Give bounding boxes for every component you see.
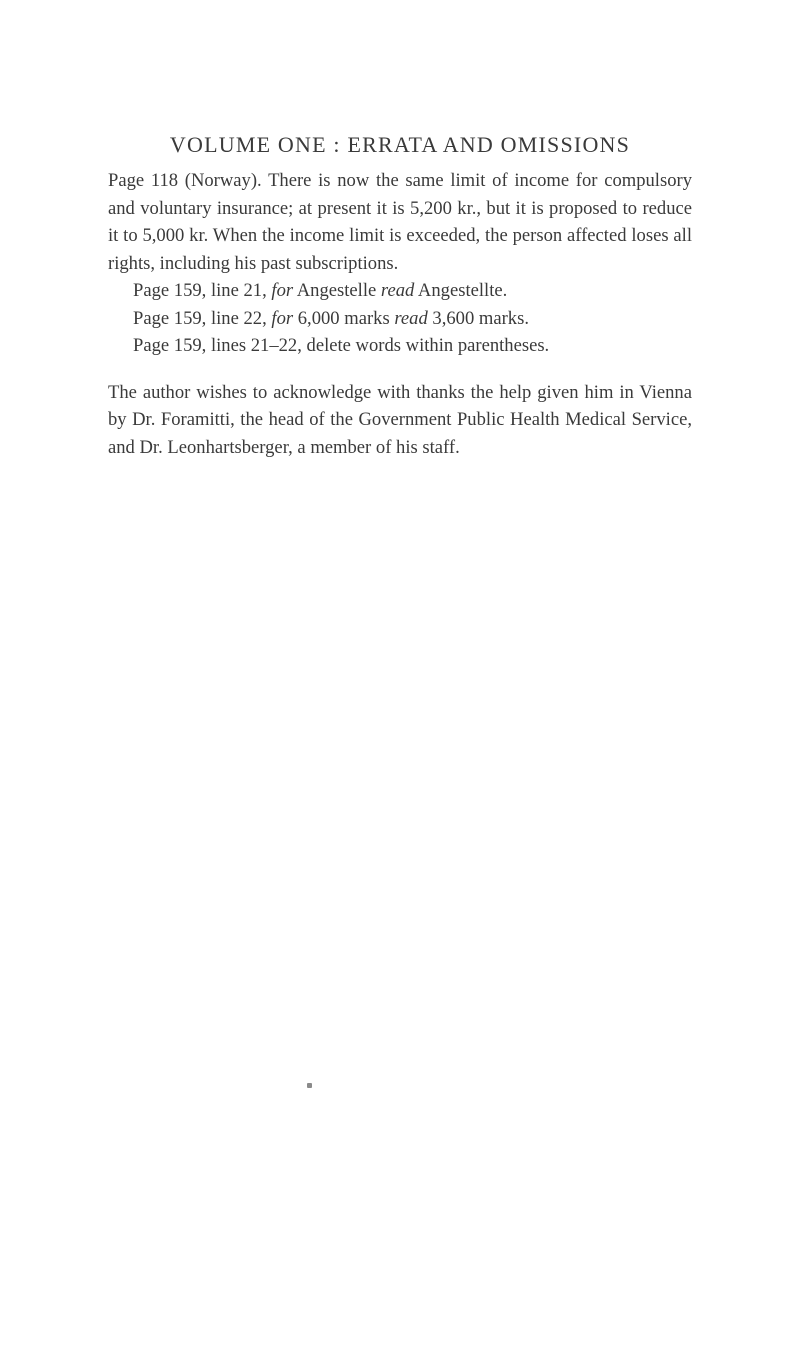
page-title: VOLUME ONE : ERRATA AND OMISSIONS [169, 132, 631, 157]
erratum-text: 3,600 marks. [427, 307, 529, 329]
erratum-text: Page 159, line 22, [133, 307, 272, 329]
acknowledgement-paragraph: The author wishes to acknowledge with thanks the help given him in Vienna by Dr. Foramitti, the head of the Government Public Health Medical Service, and Dr. Leonhartsberger, a member of his staff. [108, 381, 692, 458]
erratum-read-word: read [394, 307, 428, 329]
erratum-text: Page 159, line 21, [133, 280, 272, 301]
printing-speck [307, 1083, 312, 1088]
erratum-page-159-line-21 [108, 277, 692, 305]
erratum-page-159-line-22 [108, 305, 692, 333]
erratum-for-word: for [271, 307, 294, 329]
errata-content [108, 167, 692, 461]
erratum-page-159-lines-21-22: Page 159, lines 21–22, delete words within parentheses. [133, 335, 550, 356]
erratum-text: 6,000 marks [293, 307, 395, 329]
erratum-text: Angestelle [293, 280, 381, 301]
erratum-read-word: read [380, 280, 415, 301]
erratum-text: Angestellte. [414, 280, 508, 301]
erratum-page-118: Page 118 (Norway). There is now the same limit of income for compulsory and voluntary insurance; at present it is 5,200 kr., but it is proposed to reduce it to 5,000 kr. When the income limit is exceeded, the person affected loses all rights, including his past subscriptions. [108, 170, 692, 274]
erratum-for-word: for [271, 280, 294, 301]
